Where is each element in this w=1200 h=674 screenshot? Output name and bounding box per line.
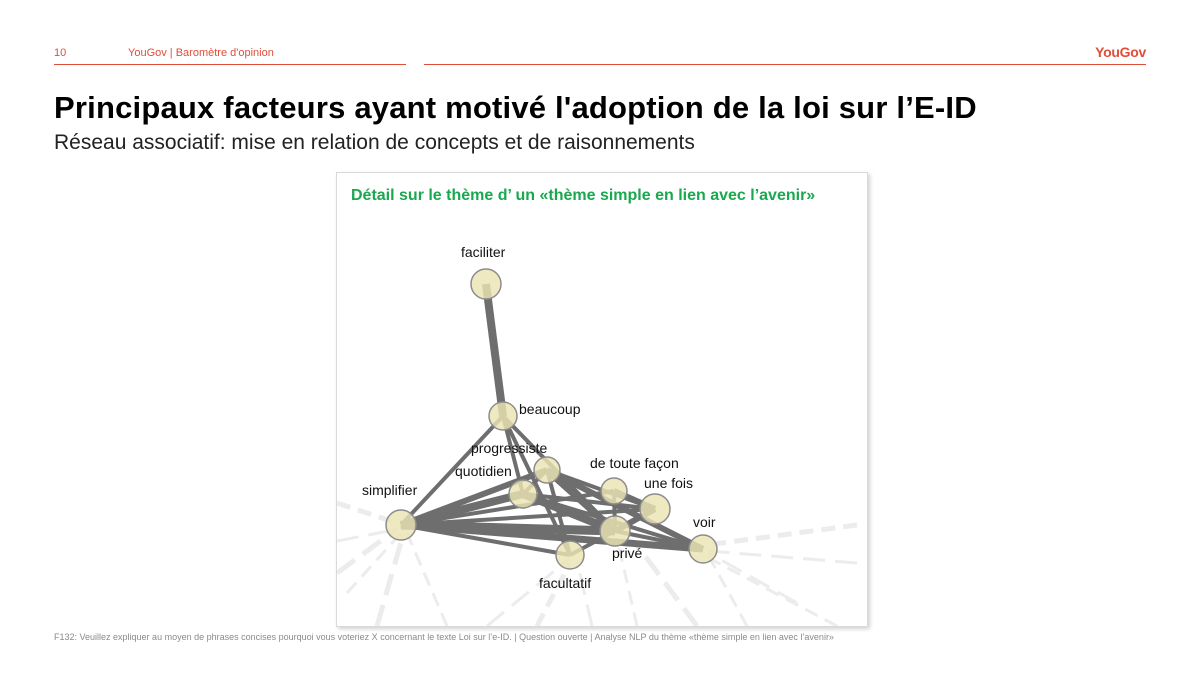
yougov-logo: YouGov [1095,44,1146,60]
node-label-beaucoup: beaucoup [519,401,581,417]
association-network [337,173,867,626]
node-label-simplifier: simplifier [362,482,418,498]
node-facultatif [556,541,584,569]
background-edge [709,551,857,563]
network-panel [336,172,868,627]
node-de_toute_facon [601,478,627,504]
footnote: F132: Veuillez expliquer au moyen de phrases concises pourquoi vous voteriez X concernant le texte Loi sur l’e-ID. | Question ouverte | Analyse NLP du thème «thème simple en lien avec l’avenir» [54,632,834,642]
node-simplifier [386,510,416,540]
header-divider-left [54,64,406,65]
background-edge [707,525,857,545]
page-subtitle: Réseau associatif: mise en relation de concepts et de raisonnements [54,131,695,154]
node-faciliter [471,269,501,299]
page-title: Principaux facteurs ayant motivé l'adoption de la loi sur l’E-ID [54,90,977,125]
node-une_fois [640,494,670,524]
node-progressiste [534,457,560,483]
edge-faciliter-beaucoup [486,284,503,416]
node-beaucoup [489,402,517,430]
background-edge [337,529,397,573]
node-prive [600,516,630,546]
page-number: 10 [54,47,67,59]
node-label-une_fois: une fois [644,475,694,491]
node-label-facultatif: facultatif [539,575,592,591]
background-edge [487,559,569,626]
background-edge [637,545,697,626]
background-edge [377,535,403,626]
background-edge [407,533,447,626]
header-source: YouGov | Baromètre d'opinion [128,47,274,59]
node-label-quotidien: quotidien [455,463,512,479]
header-divider-right [424,64,1146,65]
node-quotidien [509,480,537,508]
node-label-faciliter: faciliter [461,244,506,260]
node-label-de_toute_facon: de toute façon [590,455,679,471]
node-label-prive: privé [612,545,643,561]
background-edge [707,557,837,626]
background-edge [577,561,592,626]
node-label-voir: voir [693,514,716,530]
node-label-progressiste: progressiste [471,440,548,456]
node-voir [689,535,717,563]
panel-title: Détail sur le thème d’ un «thème simple en lien avec l’avenir» [351,187,816,204]
